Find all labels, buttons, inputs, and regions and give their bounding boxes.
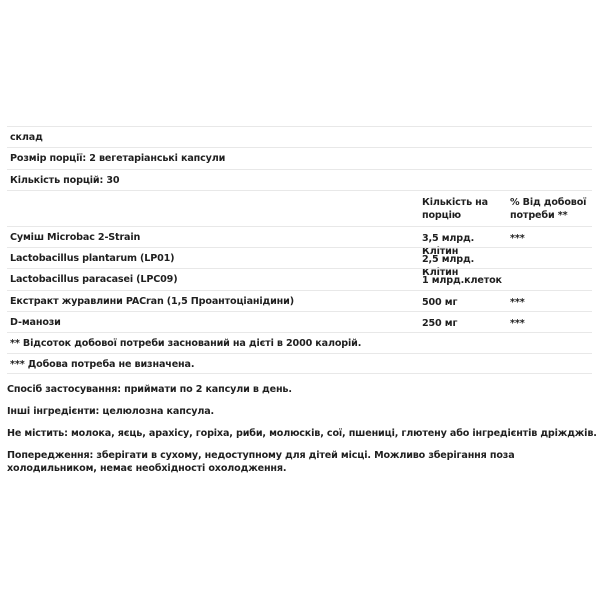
section-title-row	[7, 126, 592, 147]
warning-text: Попередження: зберігати в сухому, недоступному для дітей місці. Можливо зберігання поза холодильником, немає необхідності охолодження.	[7, 450, 515, 474]
ingredient-name: Lactobacillus plantarum (LP01)	[10, 253, 175, 264]
ingredient-amount: 2,5 млрд. Клітин	[422, 254, 475, 278]
ingredient-name: Екстракт журавлини PACran (1,5 Проантоціанідини)	[10, 296, 294, 307]
footnote-not-established: *** Добова потреба не визначена.	[10, 359, 195, 370]
ingredient-daily-value: ***	[510, 233, 525, 244]
column-header-amount: Кількість на порцію	[422, 197, 488, 221]
table-row	[7, 268, 592, 290]
table-row	[7, 247, 592, 278]
ingredient-amount: 500 мг	[422, 297, 458, 308]
serving-size: Розмір порції: 2 вегетаріанські капсули	[10, 153, 226, 164]
ingredient-amount: 3,5 млрд. Клітин	[422, 233, 475, 257]
table-header-row	[7, 190, 592, 226]
table-row	[7, 290, 592, 311]
ingredient-name: D-манози	[10, 317, 61, 328]
ingredient-amount: 1 млрд.клеток	[422, 275, 502, 286]
ingredient-amount: 250 мг	[422, 318, 458, 329]
ingredient-name: Суміш Microbac 2-Strain	[10, 232, 141, 243]
column-header-daily-value: % Від добової потреби **	[510, 197, 587, 221]
other-ingredients-text: Інші інгредієнти: целюлозна капсула.	[7, 406, 215, 417]
ingredient-name: Lactobacillus paracasei (LPC09)	[10, 274, 178, 285]
table-row	[7, 226, 592, 257]
ingredient-daily-value: ***	[510, 297, 525, 308]
section-title: склад	[10, 132, 43, 143]
allergen-text: Не містить: молока, яєць, арахісу, горіха, риби, молюсків, сої, пшениці, глютену або інгредієнтів дріжджів.	[7, 428, 597, 439]
serving-size-row	[7, 147, 592, 169]
footnote-row	[7, 332, 592, 353]
servings-row	[7, 169, 592, 190]
table-row	[7, 311, 592, 332]
footnote-row	[7, 353, 592, 374]
usage-text: Спосіб застосування: приймати по 2 капсули в день.	[7, 384, 292, 395]
servings-count: Кількість порцій: 30	[10, 175, 120, 186]
ingredient-daily-value: ***	[510, 318, 525, 329]
footnote-daily-value: ** Відсоток добової потреби заснований на дієті в 2000 калорій.	[10, 338, 362, 349]
